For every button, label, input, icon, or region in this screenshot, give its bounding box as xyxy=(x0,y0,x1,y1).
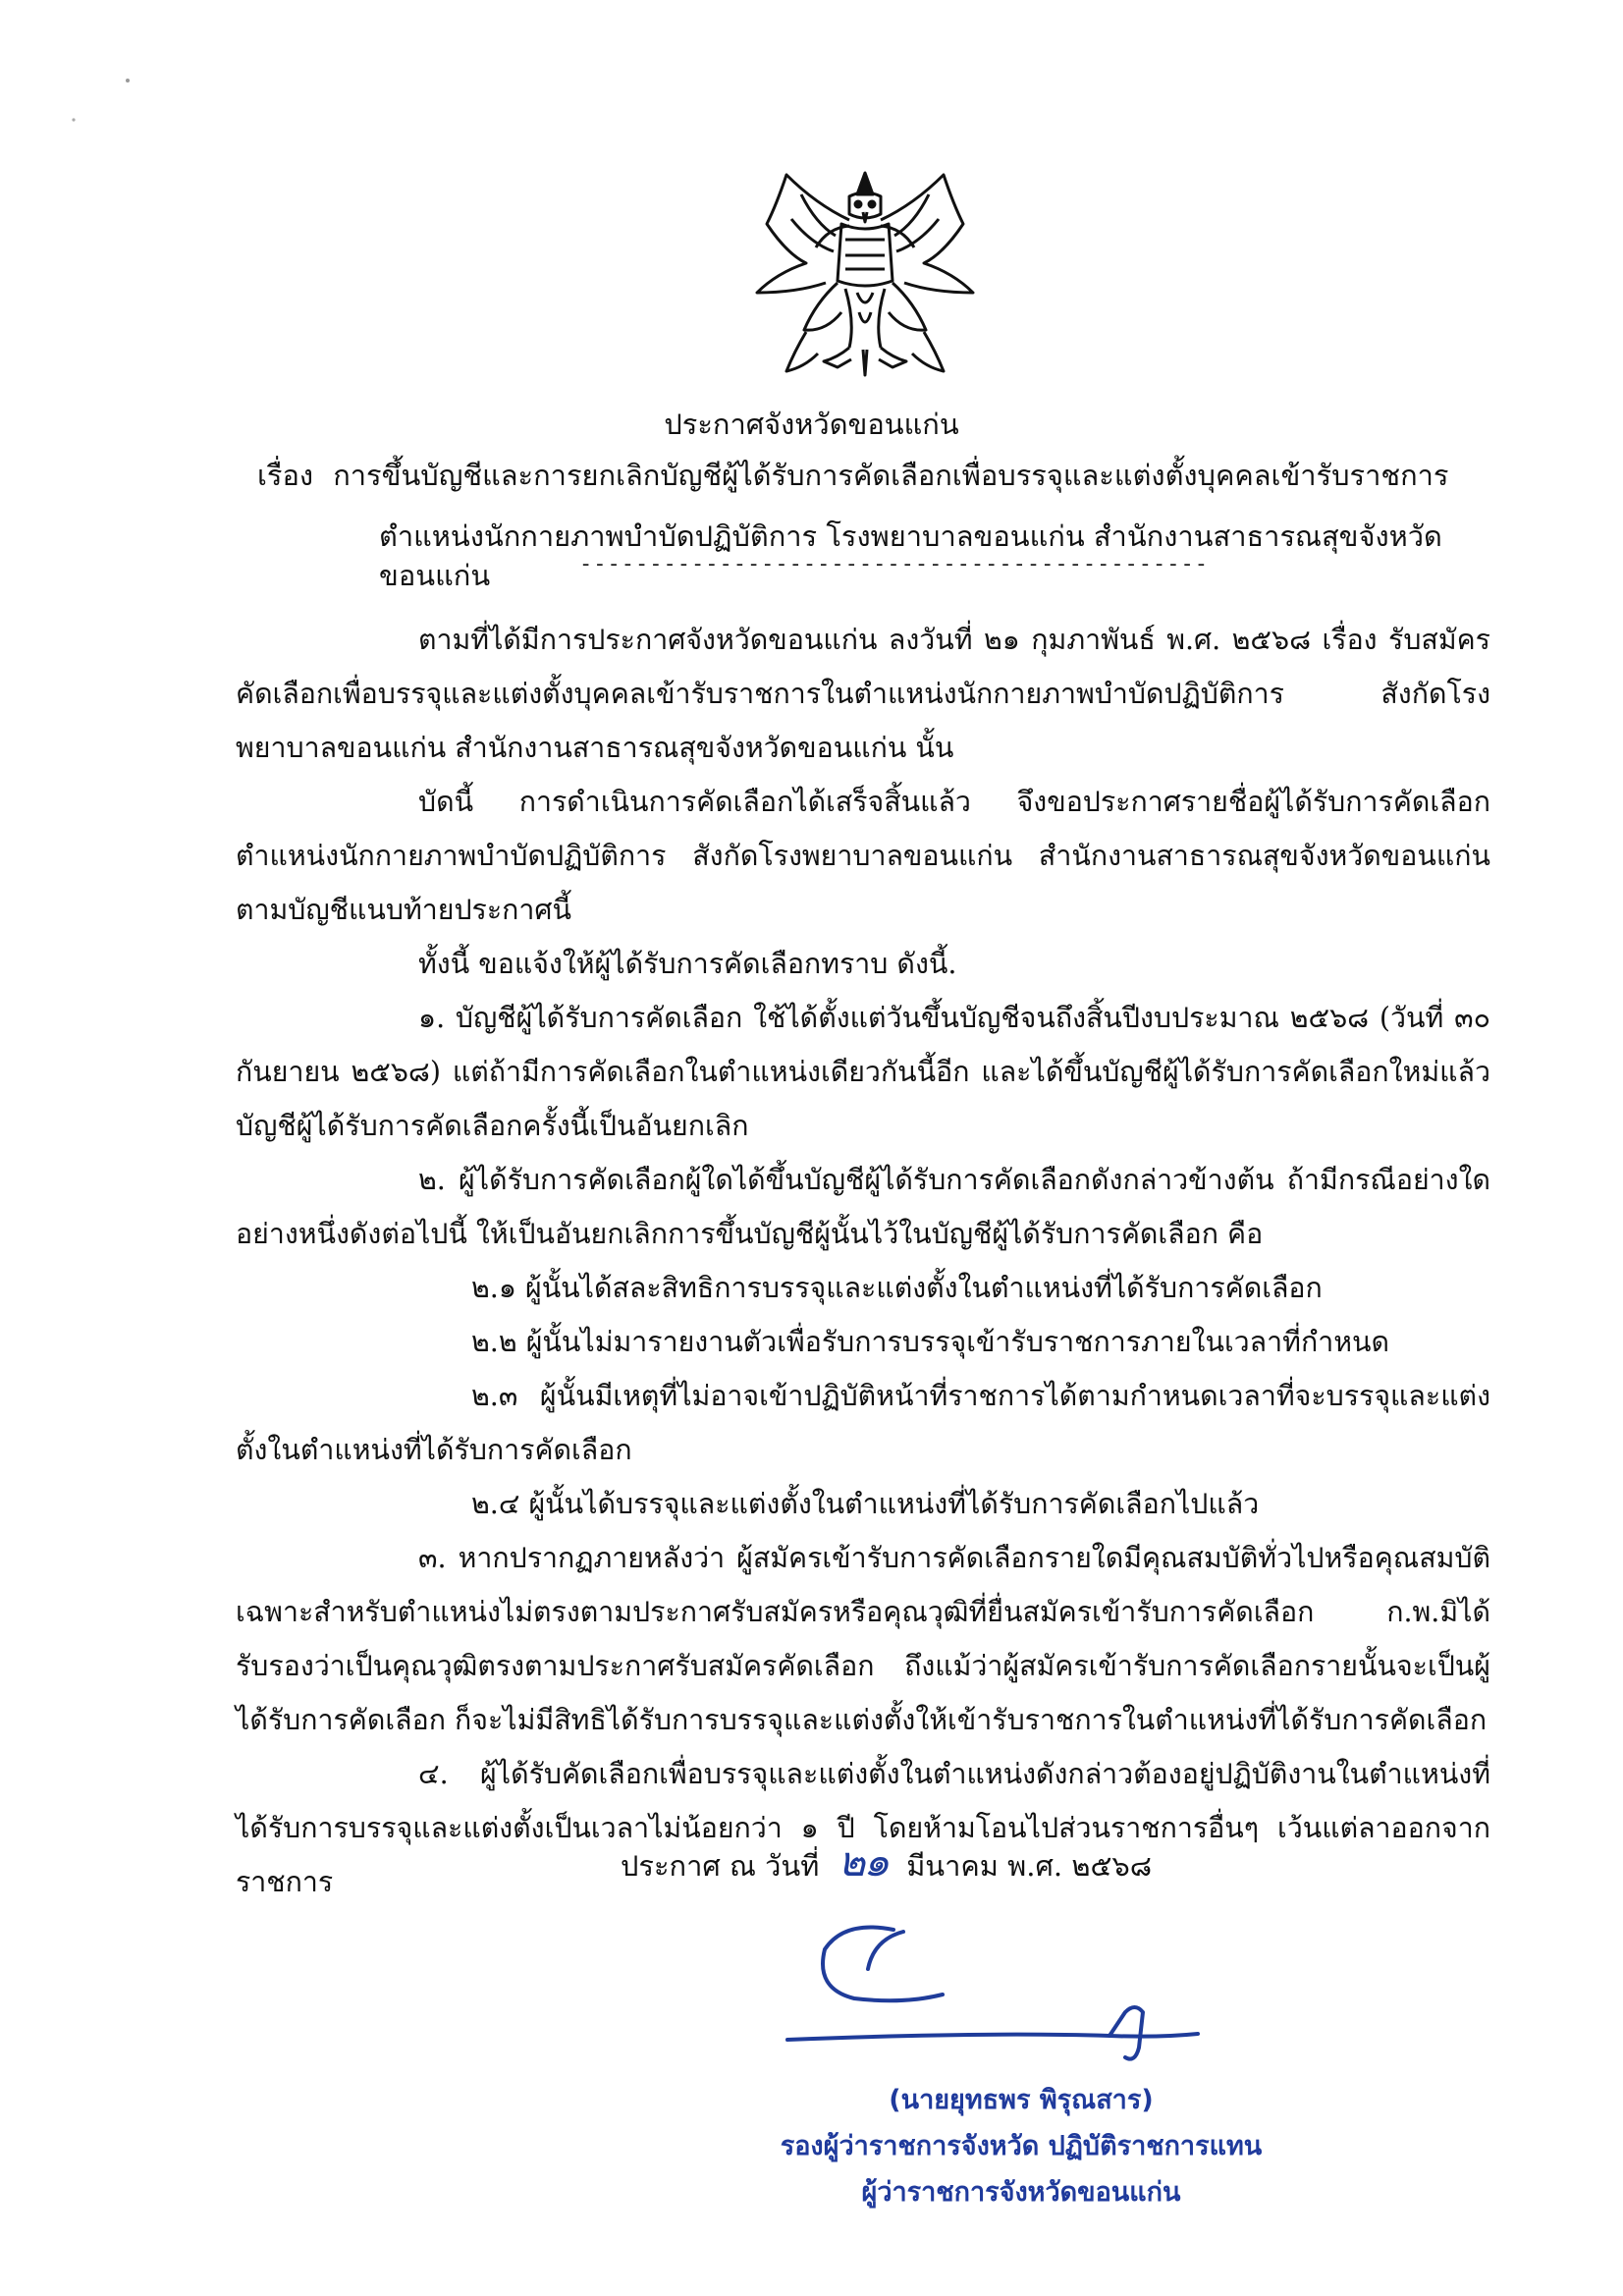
handwritten-signature xyxy=(785,1910,1217,2067)
separator-line: --------------------------------------------- xyxy=(579,552,1210,576)
clause-4: ๔. ผู้ได้รับคัดเลือกเพื่อบรรจุและแต่งตั้งในตำแหน่งดังกล่าวต้องอยู่ปฏิบัติงานในตำแหน่งที่ได้รับการบรรจุและแต่งตั้งเป็นเวลาไม่น้อยกว่า ๑ ปี โดยห้ามโอนไปส่วนราชการอื่นๆ เว้นแต่ลาออกจากราชการ xyxy=(236,1758,1490,1898)
clause-2: ๒. ผู้ได้รับการคัดเลือกผู้ใดได้ขึ้นบัญชีผู้ได้รับการคัดเลือกดังกล่าวข้างต้น ถ้ามีกรณีอย่างใดอย่างหนึ่งดังต่อไปนี้ ให้เป็นอันยกเลิกการขึ้นบัญชีผู้นั้นไว้ในบัญชีผู้ได้รับการคัดเลือก คือ xyxy=(236,1164,1490,1250)
paragraph-notice: ทั้งนี้ ขอแจ้งให้ผู้ได้รับการคัดเลือกทราบ ดังนี้. xyxy=(418,948,957,980)
clause-2-2: ๒.๒ ผู้นั้นไม่มารายงานตัวเพื่อรับการบรรจุเข้ารับราชการภายในเวลาที่กำหนด xyxy=(471,1326,1389,1358)
subject-line-1: การขึ้นบัญชีและการยกเลิกบัญชีผู้ได้รับการคัดเลือกเพื่อบรรจุและแต่งตั้งบุคคลเข้ารับราชการ xyxy=(333,459,1449,492)
clause-3: ๓. หากปรากฏภายหลังว่า ผู้สมัครเข้ารับการคัดเลือกรายใดมีคุณสมบัติทั่วไปหรือคุณสมบัติเฉพาะสำหรับตำแหน่งไม่ตรงตามประกาศรับสมัครหรือคุณวุฒิที่ยื่นสมัครเข้ารับการคัดเลือก ก.พ.มิได้รับรองว่าเป็นคุณวุฒิตรงตามประกาศรับสมัครคัดเลือก ถึงแม้ว่าผู้สมัครเข้ารับการคัดเลือกรายนั้นจะเป็นผู้ได้รับการคัดเลือก ก็จะไม่มีสิทธิได้รับการบรรจุและแต่งตั้งให้เข้ารับราชการในตำแหน่งที่ได้รับการคัดเลือก xyxy=(236,1542,1490,1736)
signatory-position-2: ผู้ว่าราชการจังหวัดขอนแก่น xyxy=(861,2177,1181,2208)
garuda-emblem xyxy=(747,165,983,383)
clause-1: ๑. บัญชีผู้ได้รับการคัดเลือก ใช้ได้ตั้งแต่วันขึ้นบัญชีจนถึงสิ้นปีงบประมาณ ๒๕๖๘ (วันที่ ๓๐ กันยายน ๒๕๖๘) แต่ถ้ามีการคัดเลือกในตำแหน่งเดียวกันนี้อีก และได้ขึ้นบัญชีผู้ได้รับการคัดเลือกใหม่แล้ว บัญชีผู้ได้รับการคัดเลือกครั้งนี้เป็นอันยกเลิก xyxy=(236,1002,1490,1142)
paragraph-reference: ตามที่ได้มีการประกาศจังหวัดขอนแก่น ลงวันที่ ๒๑ กุมภาพันธ์ พ.ศ. ๒๕๖๘ เรื่อง รับสมัครคัดเลือกเพื่อบรรจุและแต่งตั้งบุคคลเข้ารับราชการในตำแหน่งนักกายภาพบำบัดปฏิบัติการ สังกัดโรงพยาบาลขอนแก่น สำนักงานสาธารณสุขจังหวัดขอนแก่น นั้น xyxy=(236,624,1490,764)
clause-2-3: ๒.๓ ผู้นั้นมีเหตุที่ไม่อาจเข้าปฏิบัติหน้าที่ราชการได้ตามกำหนดเวลาที่จะบรรจุและแต่งตั้งในตำแหน่งที่ได้รับการคัดเลือก xyxy=(236,1380,1490,1466)
handwritten-day: ๒๑ xyxy=(838,1837,888,1886)
clause-2-4: ๒.๔ ผู้นั้นได้บรรจุและแต่งตั้งในตำแหน่งที่ได้รับการคัดเลือกไปแล้ว xyxy=(471,1488,1260,1520)
signatory-position-1: รองผู้ว่าราชการจังหวัด ปฏิบัติราชการแทน xyxy=(780,2131,1263,2161)
announcement-title: ประกาศจังหวัดขอนแก่น xyxy=(664,408,959,441)
signatory-name: (นายยุทธพร พิรุณสาร) xyxy=(889,2085,1154,2115)
clause-2-1: ๒.๑ ผู้นั้นได้สละสิทธิการบรรจุและแต่งตั้งในตำแหน่งที่ได้รับการคัดเลือก xyxy=(471,1272,1323,1304)
paragraph-result: บัดนี้ การดำเนินการคัดเลือกได้เสร็จสิ้นแล้ว จึงขอประกาศรายชื่อผู้ได้รับการคัดเลือก ตำแหน่งนักกายภาพบำบัดปฏิบัติการ สังกัดโรงพยาบาลขอนแก่น สำนักงานสาธารณสุขจังหวัดขอนแก่น ตามบัญชีแนบท้ายประกาศนี้ xyxy=(236,786,1490,926)
subject-line-2: ตำแหน่งนักกายภาพบำบัดปฏิบัติการ โรงพยาบาลขอนแก่น สำนักงานสาธารณสุขจังหวัดขอนแก่น xyxy=(379,519,1442,592)
date-prefix: ประกาศ ณ วันที่ xyxy=(621,1849,820,1883)
announcement-date xyxy=(621,1837,1153,1887)
subject-label: เรื่อง xyxy=(257,459,314,492)
announcement-body xyxy=(236,613,1490,1909)
scan-specks xyxy=(69,69,108,128)
date-suffix: มีนาคม พ.ศ. ๒๕๖๘ xyxy=(906,1849,1153,1883)
signatory-block xyxy=(746,2077,1296,2215)
